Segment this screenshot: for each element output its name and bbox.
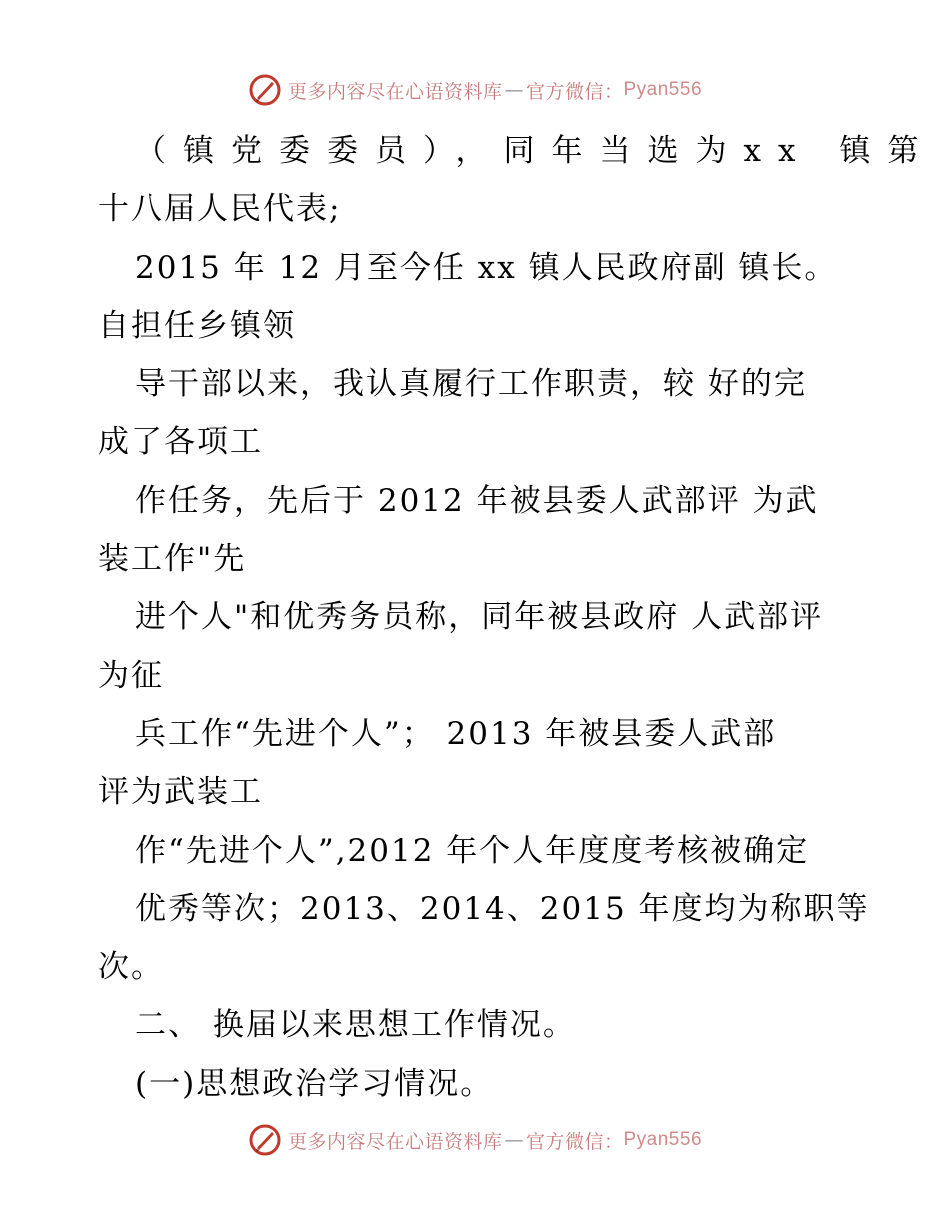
footer-watermark: [0, 1118, 950, 1162]
quill-pen-seal-icon: [248, 1123, 282, 1157]
watermark-account: Pyan556: [623, 79, 703, 100]
text-line: 自担任乡镇领: [98, 307, 296, 344]
text-line: 为征: [98, 657, 164, 694]
text-line: 兵工作“先进个人”； 2013 年被县委人武部: [135, 715, 777, 752]
text-line: 作任务，先后于 2012 年被县委人武部评 为武: [135, 482, 819, 519]
quill-pen-seal-icon: [248, 73, 282, 107]
watermark-separator: —: [504, 1129, 524, 1151]
text-line: 作“先进个人”,2012 年个人年度度考核被确定: [135, 832, 810, 869]
text-line: 进个人"和优秀务员称，同年被县政府 人武部评: [135, 599, 824, 636]
text-line: 成了各项工: [98, 424, 263, 461]
text-line: （镇党委委员），同年当选为xx 镇第: [135, 133, 936, 169]
watermark-label: 官方微信：: [525, 1130, 624, 1153]
text-line: 装工作"先: [98, 541, 247, 578]
text-line: 导干部以来，我认真履行工作职责，较 好的完: [135, 366, 807, 403]
text-line: 十八届人民代表;: [98, 191, 342, 228]
watermark-separator: —: [504, 79, 524, 101]
text-line: 优秀等次；2013、2014、2015 年度均为称职等: [135, 890, 870, 927]
watermark-account: Pyan556: [623, 1129, 703, 1150]
subsection-heading: (一)思想政治学习情况。: [135, 1065, 494, 1102]
text-line: 2015 年 12 月至今任 xx 镇人民政府副 镇长。: [135, 249, 838, 286]
header-watermark: [0, 68, 950, 112]
section-heading: 二、 换届以来思想工作情况。: [135, 1007, 576, 1044]
watermark-brand: 更多内容尽在心语资料库: [287, 1130, 503, 1153]
watermark-label: 官方微信：: [525, 80, 624, 103]
document-body: [98, 122, 936, 1113]
text-line: 次。: [98, 949, 164, 986]
watermark-brand: 更多内容尽在心语资料库: [287, 80, 503, 103]
text-line: 评为武装工: [98, 774, 263, 811]
